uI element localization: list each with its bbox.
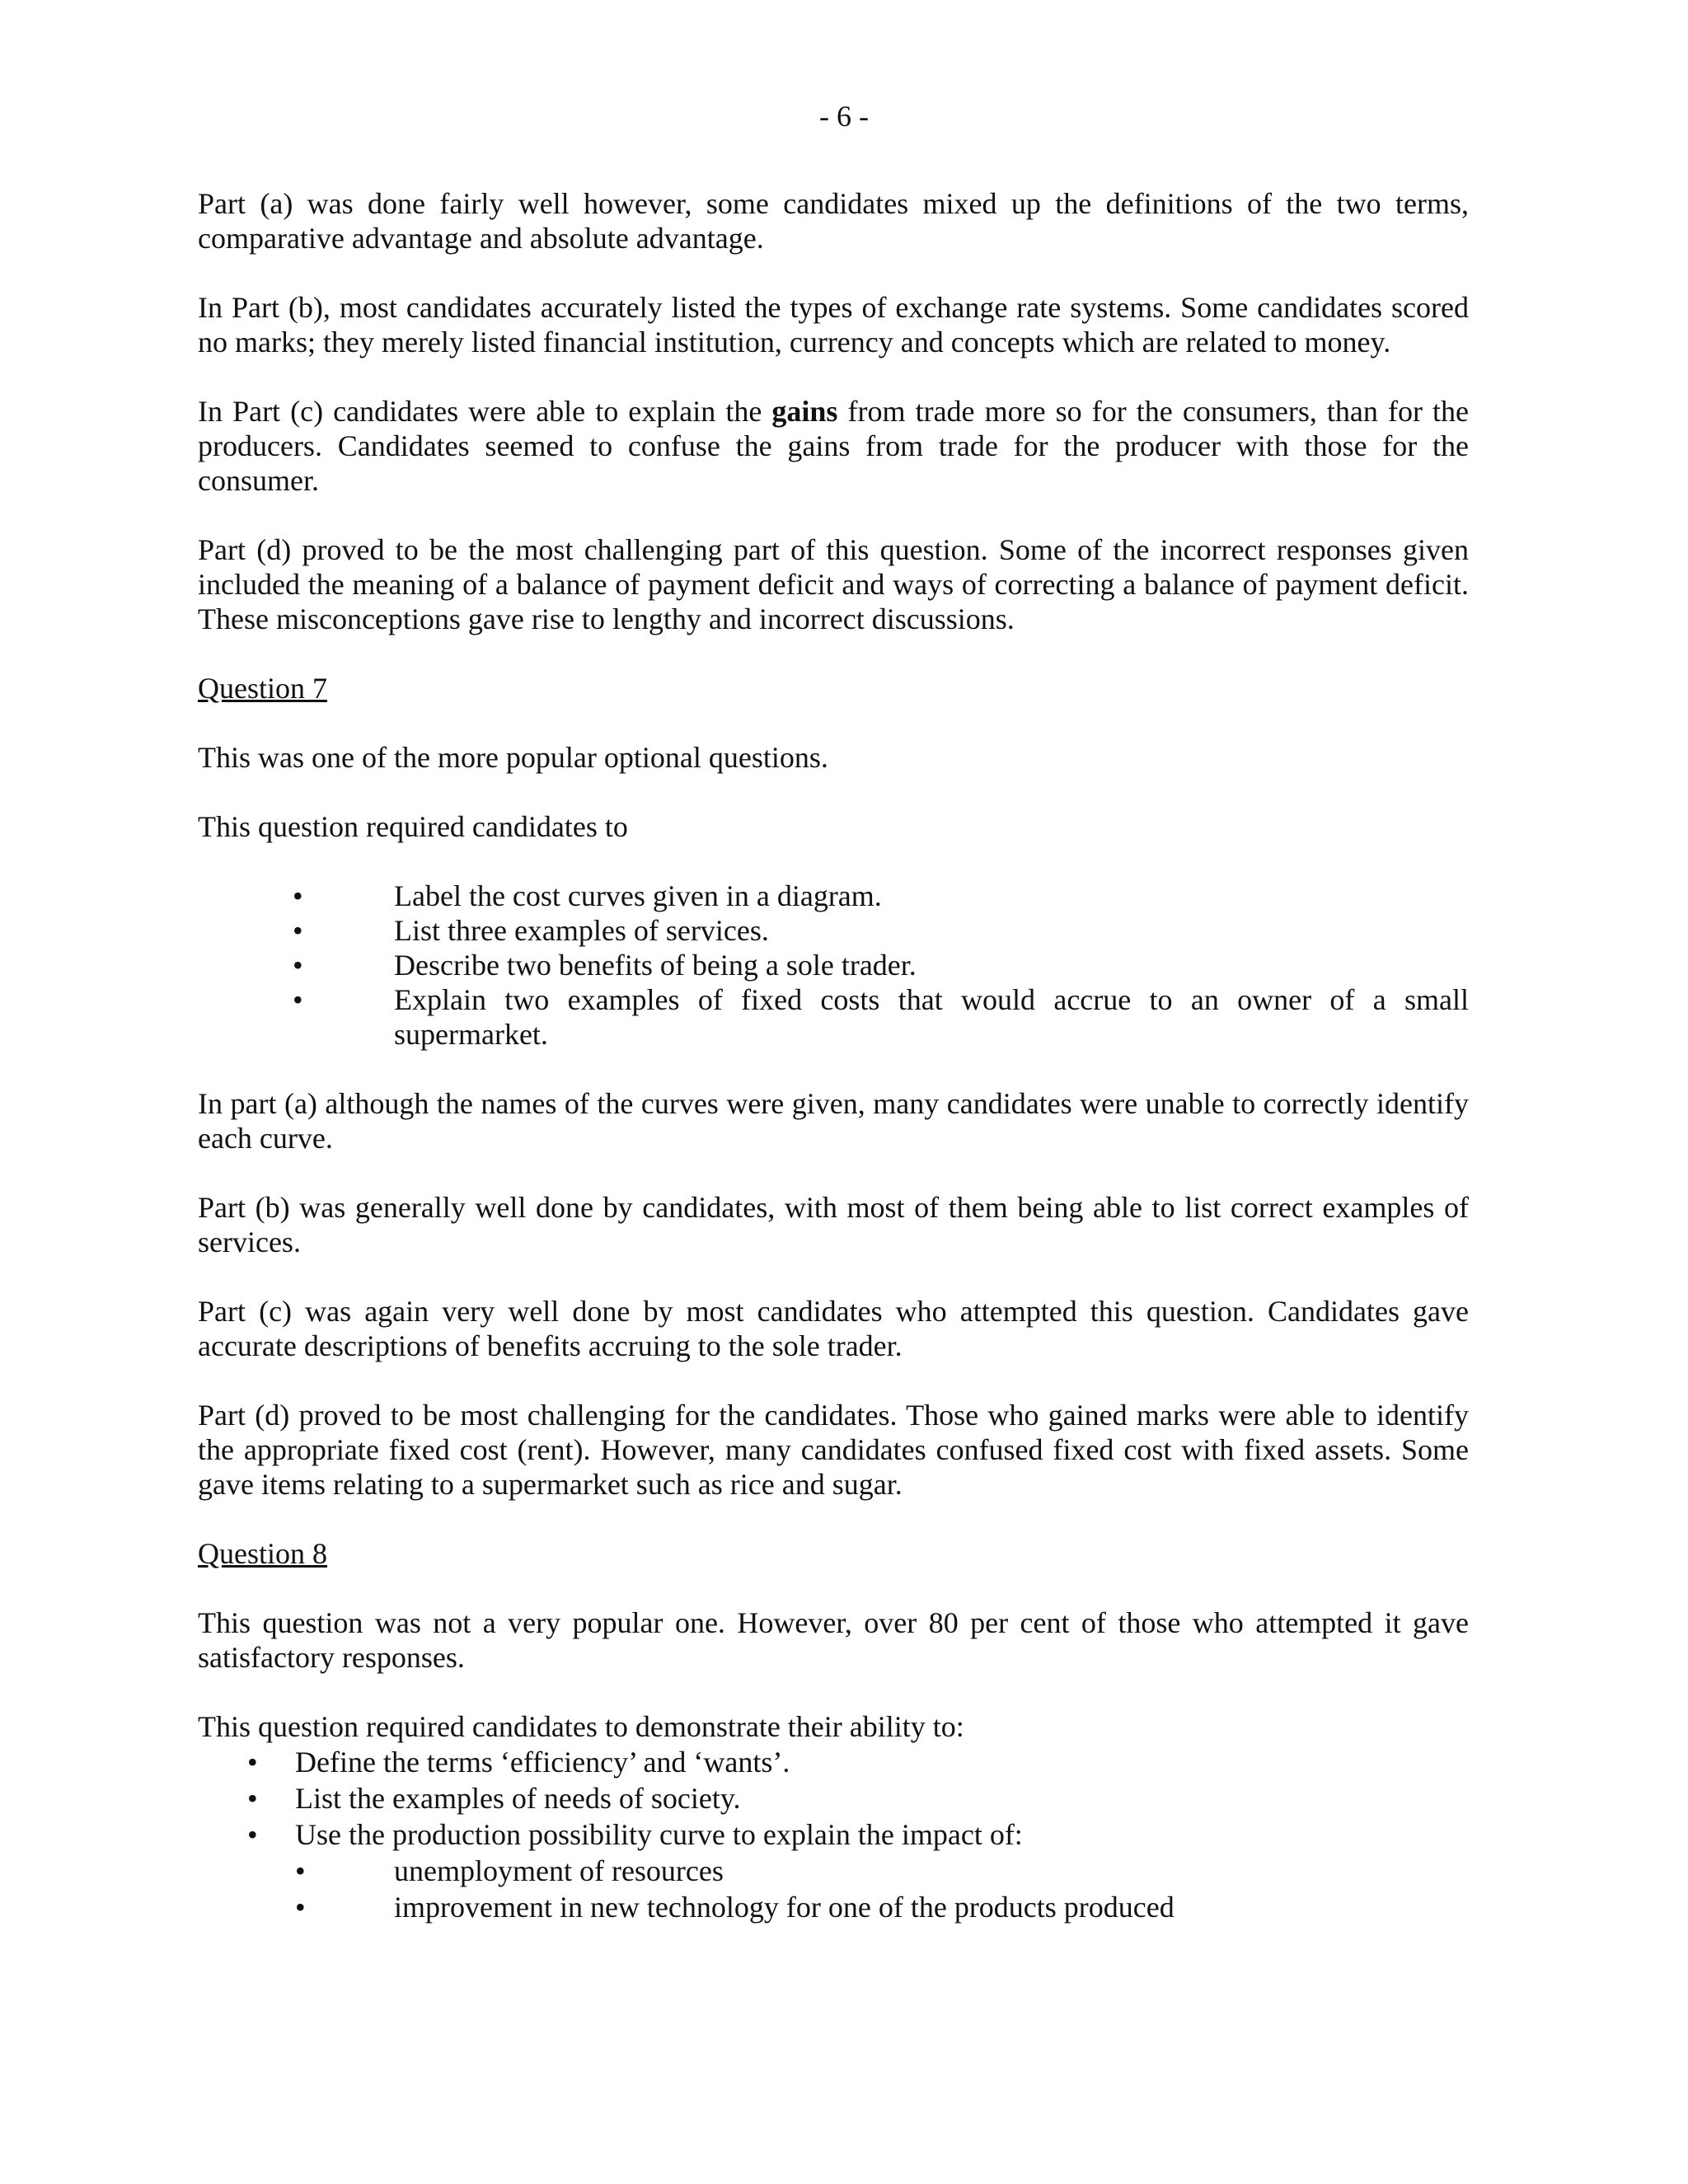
list-item — [198, 982, 1469, 1052]
list-item-text: Explain two examples of fixed costs that would accrue to an owner of a small supermarket. — [394, 983, 1469, 1051]
paragraph-part-c-after: from trade more so for the consumers, than for the producers. Candidates seemed to confuse the gains from trade for the producer with those for the consumer. — [198, 395, 1469, 497]
list-item — [198, 948, 1469, 982]
paragraph-part-d: Part (d) proved to be the most challenging part of this question. Some of the incorrect responses given included the meaning of a balance of payment deficit and ways of correcting a balance of payment deficit. These misconceptions gave rise to lengthy and incorrect discussions. — [198, 533, 1469, 635]
list-item — [198, 1816, 1469, 1925]
question-8-sub-list — [198, 1853, 1469, 1925]
list-item-text: Describe two benefits of being a sole trader. — [394, 949, 917, 982]
paragraph-part-b: In Part (b), most candidates accurately listed the types of exchange rate systems. Some candidates scored no marks; they merely listed financial institution, currency and concepts which are related to money. — [198, 291, 1469, 359]
bullet-icon: • — [293, 983, 303, 1016]
list-item — [198, 879, 1469, 913]
list-item-text: List the examples of needs of society. — [295, 1782, 741, 1815]
sub-list-item — [198, 1889, 1469, 1925]
list-item — [198, 1744, 1469, 1780]
bullet-icon: • — [247, 1782, 258, 1815]
question-8-popularity: This question was not a very popular one. However, over 80 per cent of those who attempted it gave satisfactory responses. — [198, 1606, 1469, 1674]
question-7-requirements-list — [198, 879, 1469, 1052]
question-7-part-d: Part (d) proved to be most challenging for the candidates. Those who gained marks were able to identify the appropriate fixed cost (rent). However, many candidates confused fixed cost with fixed assets. Some gave items relating to a supermarket such as rice and sugar. — [198, 1399, 1469, 1501]
bullet-icon: • — [247, 1818, 258, 1851]
sub-list-item-text: unemployment of resources — [394, 1854, 724, 1887]
bullet-icon: • — [247, 1746, 258, 1779]
list-item-text: Use the production possibility curve to explain the impact of: — [295, 1818, 1023, 1851]
question-8-heading: Question 8 — [198, 1537, 327, 1570]
sub-list-item — [198, 1853, 1469, 1889]
question-7-part-b: Part (b) was generally well done by candidates, with most of them being able to list correct examples of services. — [198, 1191, 1469, 1258]
question-8-requirements-intro: This question required candidates to demonstrate their ability to: — [198, 1710, 964, 1743]
bullet-icon: • — [293, 879, 303, 912]
question-7-part-a: In part (a) although the names of the curves were given, many candidates were unable to correctly identify each curve. — [198, 1087, 1469, 1155]
list-item-text: Label the cost curves given in a diagram. — [394, 879, 882, 912]
list-item-text: Define the terms ‘efficiency’ and ‘wants’. — [295, 1746, 790, 1779]
page-number: - 6 - — [819, 100, 869, 133]
bold-gains: gains — [771, 395, 838, 428]
question-7-heading: Question 7 — [198, 672, 327, 705]
paragraph-part-a: Part (a) was done fairly well however, some candidates mixed up the definitions of the two terms, comparative advantage and absolute advantage. — [198, 187, 1469, 255]
bullet-icon: • — [295, 1891, 306, 1924]
list-item — [198, 913, 1469, 948]
question-8-requirements-list — [198, 1744, 1469, 1925]
list-item-text: List three examples of services. — [394, 914, 769, 947]
bullet-icon: • — [293, 949, 303, 982]
question-7-part-c: Part (c) was again very well done by most candidates who attempted this question. Candidates gave accurate descriptions of benefits accruing to the sole trader. — [198, 1295, 1469, 1362]
document-body — [198, 186, 1469, 1925]
bullet-icon: • — [293, 914, 303, 947]
paragraph-part-c-before: In Part (c) candidates were able to explain the — [198, 395, 772, 428]
question-7-requirements-intro: This question required candidates to — [198, 810, 628, 843]
sub-list-item-text: improvement in new technology for one of the products produced — [394, 1891, 1175, 1924]
paragraph-part-c — [198, 394, 1469, 498]
bullet-icon: • — [295, 1854, 306, 1887]
question-7-popularity: This was one of the more popular optional questions. — [198, 741, 828, 774]
list-item — [198, 1780, 1469, 1816]
